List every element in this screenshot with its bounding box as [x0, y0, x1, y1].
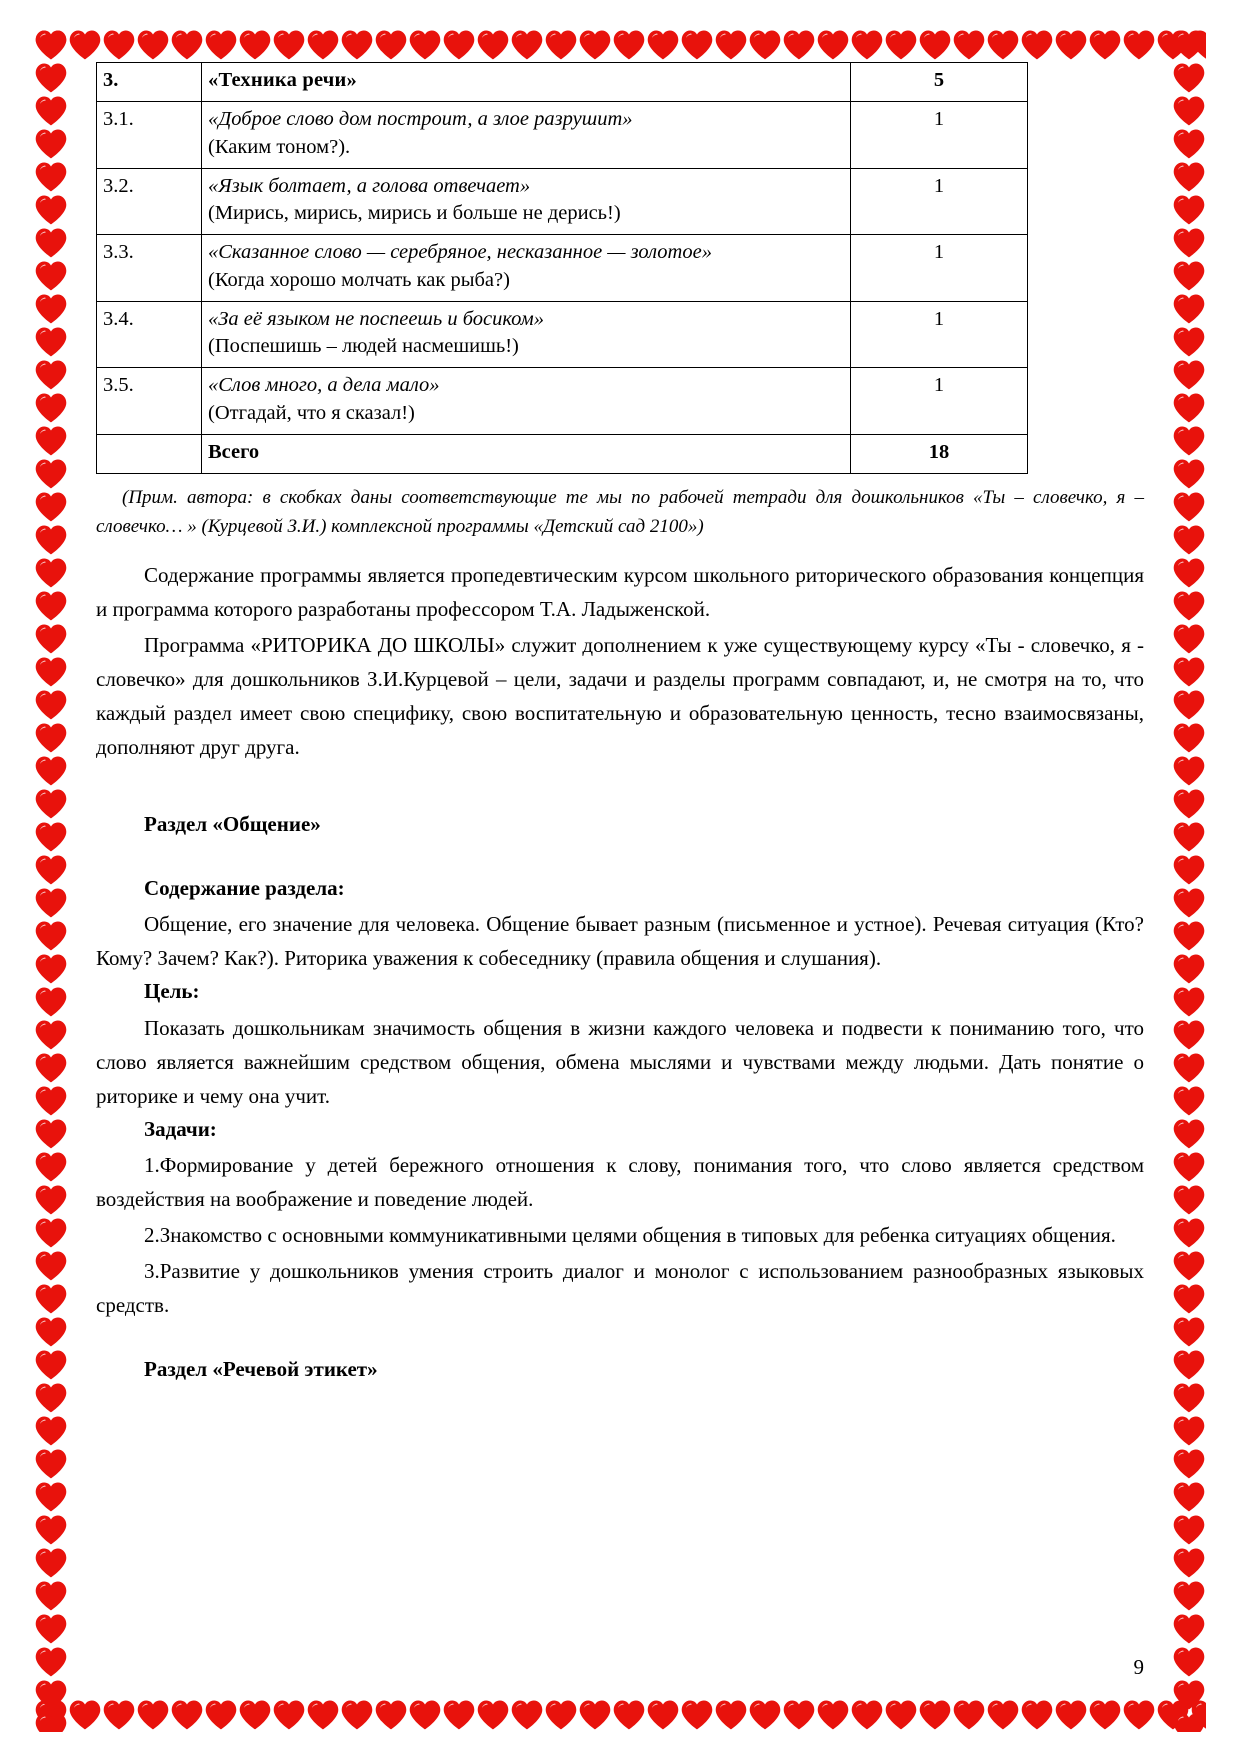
heart-icon — [986, 1698, 1020, 1731]
heart-icon — [1172, 1183, 1206, 1216]
row-number: 3.4. — [97, 301, 202, 368]
heart-icon — [34, 1282, 68, 1315]
heart-icon — [680, 28, 714, 61]
heart-icon — [1172, 1084, 1206, 1117]
heart-icon — [1172, 1480, 1206, 1513]
heart-icon — [68, 28, 102, 61]
heart-icon — [204, 1698, 238, 1731]
heart-icon — [34, 754, 68, 787]
heart-icon — [34, 952, 68, 985]
heart-icon — [476, 28, 510, 61]
heart-icon — [510, 1698, 544, 1731]
heart-icon — [1020, 1698, 1054, 1731]
heart-icon — [68, 1698, 102, 1731]
row-proverb: «Доброе слово дом построит, а злое разрушит» — [208, 108, 633, 131]
heart-icon — [1172, 490, 1206, 523]
row-title — [202, 301, 851, 368]
row-count: 1 — [851, 301, 1028, 368]
author-note-text: (Прим. автора: в скобках даны соответствующие те мы по рабочей тетради для дошкольников «Ты – словечко, я – словечко… » (Курцевой З.И.) комплексной программы «Детский сад 2100») — [96, 487, 1144, 538]
heart-icon — [34, 655, 68, 688]
heart-icon — [34, 1018, 68, 1051]
heart-icon — [34, 193, 68, 226]
heart-icon — [1172, 391, 1206, 424]
heart-icon — [1172, 1546, 1206, 1579]
heart-icon — [204, 28, 238, 61]
total-label: Всего — [202, 434, 851, 473]
heart-icon — [1172, 424, 1206, 457]
total-number — [97, 434, 202, 473]
heart-icon — [34, 1249, 68, 1282]
task-item: 2.Знакомство с основными коммуникативными целями общения в типовых для ребенка ситуациях общения. — [144, 1223, 1116, 1248]
heart-icon — [1172, 1381, 1206, 1414]
document-content — [96, 62, 1144, 1386]
table-row — [97, 368, 1028, 435]
heart-icon — [34, 523, 68, 556]
row-count: 1 — [851, 368, 1028, 435]
heart-icon — [170, 28, 204, 61]
heart-icon — [102, 28, 136, 61]
heart-icon — [102, 1698, 136, 1731]
heart-icon — [374, 1698, 408, 1731]
heart-icon — [1172, 1150, 1206, 1183]
row-count: 1 — [851, 102, 1028, 169]
heart-icon — [374, 28, 408, 61]
heart-icon — [1172, 952, 1206, 985]
heart-icon — [986, 28, 1020, 61]
heart-icon — [646, 28, 680, 61]
row-proverb: «За её языком не поспеешь и босиком» — [208, 307, 544, 330]
heart-icon — [782, 1698, 816, 1731]
row-title — [202, 368, 851, 435]
table-row — [97, 301, 1028, 368]
table-body — [97, 63, 1028, 474]
heart-icon — [952, 28, 986, 61]
heart-icon — [918, 1698, 952, 1731]
heart-icon — [1172, 127, 1206, 160]
heart-icon — [34, 1315, 68, 1348]
heart-icon — [1172, 655, 1206, 688]
heart-icon — [1172, 1315, 1206, 1348]
heart-icon — [1172, 358, 1206, 391]
row-number: 3. — [97, 63, 202, 102]
heart-icon — [34, 160, 68, 193]
heart-icon — [714, 1698, 748, 1731]
heart-icon — [1172, 1282, 1206, 1315]
heart-icon — [34, 1678, 68, 1711]
heart-icon — [1172, 688, 1206, 721]
heart-icon — [34, 259, 68, 292]
heart-icon — [1122, 1698, 1156, 1731]
table-row — [97, 168, 1028, 235]
heart-icon — [646, 1698, 680, 1731]
heart-icon — [1054, 1698, 1088, 1731]
row-title: «Техника речи» — [202, 63, 851, 102]
heart-icon — [1172, 292, 1206, 325]
label-section-content: Содержание раздела: — [144, 875, 345, 900]
label-tasks: Задачи: — [144, 1116, 217, 1141]
text-section-content: Общение, его значение для человека. Общение бывает разным (письменное и устное). Речевая ситуация (Кто? Кому? Зачем? Как?). Риторика уважения к собеседнику (правила общения и слушания). — [96, 912, 1144, 971]
heart-icon — [442, 28, 476, 61]
heart-icon — [1172, 787, 1206, 820]
heart-icon — [34, 1711, 68, 1732]
lesson-plan-table — [96, 62, 1028, 474]
heart-icon — [1172, 1348, 1206, 1381]
heart-icon — [34, 1579, 68, 1612]
heart-icon — [1172, 919, 1206, 952]
heart-icon — [1172, 820, 1206, 853]
heart-icon — [1172, 1711, 1206, 1732]
heart-icon — [1172, 457, 1206, 490]
heart-icon — [272, 1698, 306, 1731]
section-heading-communication: Раздел «Общение» — [144, 811, 321, 836]
heart-icon — [1172, 1249, 1206, 1282]
heart-icon — [34, 325, 68, 358]
heart-icon — [34, 1117, 68, 1150]
heart-icon — [1172, 721, 1206, 754]
heart-icon — [34, 1513, 68, 1546]
paragraph-program-content: Содержание программы является пропедевтическим курсом школьного риторического образования концепция и программа которого разработаны профессором Т.А. Ладыженской. — [96, 562, 1144, 621]
heart-icon — [1088, 1698, 1122, 1731]
heart-icon — [1172, 1645, 1206, 1678]
heart-icon — [34, 358, 68, 391]
heart-icon — [1172, 985, 1206, 1018]
heart-icon — [170, 1698, 204, 1731]
heart-icon — [1172, 754, 1206, 787]
heart-icon — [1172, 1018, 1206, 1051]
heart-icon — [34, 622, 68, 655]
row-count: 1 — [851, 235, 1028, 302]
row-proverb: «Сказанное слово — серебряное, несказанное — золотое» — [208, 241, 712, 264]
heart-icon — [136, 1698, 170, 1731]
spacer — [96, 764, 1144, 808]
heart-icon — [850, 1698, 884, 1731]
heart-icon — [34, 556, 68, 589]
heart-icon — [1172, 1414, 1206, 1447]
heart-icon — [816, 1698, 850, 1731]
heart-icon — [442, 1698, 476, 1731]
heart-icon — [612, 1698, 646, 1731]
heart-border-right — [1172, 28, 1206, 1732]
heart-icon — [34, 1150, 68, 1183]
heart-icon — [1172, 1579, 1206, 1612]
heart-icon — [238, 1698, 272, 1731]
task-item: 1.Формирование у детей бережного отношения к слову, понимания того, что слово является средством воздействия на воображение и поведение людей. — [96, 1153, 1144, 1212]
row-title — [202, 102, 851, 169]
heart-icon — [476, 1698, 510, 1731]
heart-icon — [34, 688, 68, 721]
heart-icon — [544, 28, 578, 61]
heart-icon — [1172, 1513, 1206, 1546]
heart-icon — [612, 28, 646, 61]
heart-icon — [1172, 1051, 1206, 1084]
heart-icon — [34, 1183, 68, 1216]
table-row — [97, 63, 1028, 102]
heart-icon — [34, 721, 68, 754]
heart-icon — [1172, 28, 1206, 61]
table-row-total — [97, 434, 1028, 473]
heart-icon — [34, 1414, 68, 1447]
heart-icon — [34, 1480, 68, 1513]
heart-icon — [1088, 28, 1122, 61]
heart-icon — [34, 853, 68, 886]
heart-icon — [918, 28, 952, 61]
heart-icon — [1172, 1678, 1206, 1711]
heart-icon — [1172, 523, 1206, 556]
heart-icon — [34, 28, 68, 61]
heart-icon — [884, 1698, 918, 1731]
heart-icon — [816, 28, 850, 61]
heart-icon — [34, 919, 68, 952]
row-theme: (Каким тоном?). — [208, 135, 351, 158]
heart-icon — [340, 28, 374, 61]
heart-border-left — [34, 28, 68, 1732]
heart-icon — [1172, 1117, 1206, 1150]
heart-icon — [34, 1447, 68, 1480]
heart-icon — [850, 28, 884, 61]
spacer — [96, 542, 1144, 556]
heart-icon — [1172, 622, 1206, 655]
heart-icon — [34, 886, 68, 919]
heart-icon — [34, 292, 68, 325]
heart-icon — [306, 1698, 340, 1731]
author-note — [96, 483, 1144, 542]
row-number: 3.5. — [97, 368, 202, 435]
heart-icon — [306, 28, 340, 61]
heart-icon — [1172, 94, 1206, 127]
heart-icon — [1172, 589, 1206, 622]
heart-icon — [34, 391, 68, 424]
heart-icon — [34, 1612, 68, 1645]
heart-icon — [34, 1051, 68, 1084]
row-proverb: «Слов много, а дела мало» — [208, 374, 440, 397]
total-count: 18 — [851, 434, 1028, 473]
heart-icon — [748, 28, 782, 61]
heart-icon — [408, 28, 442, 61]
heart-icon — [34, 94, 68, 127]
heart-icon — [782, 28, 816, 61]
row-theme: (Когда хорошо молчать как рыба?) — [208, 268, 510, 291]
heart-icon — [748, 1698, 782, 1731]
spacer — [96, 1323, 1144, 1353]
heart-icon — [1172, 193, 1206, 226]
heart-icon — [1054, 28, 1088, 61]
heart-icon — [952, 1698, 986, 1731]
heart-icon — [714, 28, 748, 61]
paragraph-program-supplement: Программа «РИТОРИКА ДО ШКОЛЫ» служит дополнением к уже существующему курсу «Ты - словечко, я - словечко» для дошкольников З.И.Курцевой – цели, задачи и разделы программ совпадают, и, не смотря на то, что каждый раздел имеет свою специфику, свою воспитательную и образовательную ценность, тесно взаимосвязаны, дополняют друг друга. — [96, 632, 1144, 759]
heart-icon — [34, 820, 68, 853]
heart-icon — [578, 1698, 612, 1731]
row-number: 3.2. — [97, 168, 202, 235]
heart-icon — [578, 28, 612, 61]
heart-icon — [34, 490, 68, 523]
heart-icon — [1172, 1447, 1206, 1480]
row-number: 3.3. — [97, 235, 202, 302]
heart-icon — [34, 457, 68, 490]
row-title — [202, 168, 851, 235]
section-heading-etiquette: Раздел «Речевой этикет» — [144, 1356, 378, 1381]
row-number: 3.1. — [97, 102, 202, 169]
heart-icon — [510, 28, 544, 61]
heart-icon — [34, 589, 68, 622]
task-item: 3.Развитие у дошкольников умения строить диалог и монолог с использованием разнообразных языковых средств. — [96, 1259, 1144, 1318]
heart-border-bottom — [34, 1698, 1206, 1732]
heart-icon — [1172, 325, 1206, 358]
heart-icon — [34, 1645, 68, 1678]
heart-icon — [34, 61, 68, 94]
row-theme: (Поспешишь – людей насмешишь!) — [208, 335, 519, 357]
heart-icon — [34, 1546, 68, 1579]
heart-icon — [34, 127, 68, 160]
heart-icon — [34, 1216, 68, 1249]
text-goal: Показать дошкольникам значимость общения в жизни каждого человека и подвести к пониманию того, что слово является важнейшим средством общения, обмена мыслями и чувствами между людьми. Дать понятие о риторике и чему она учит. — [96, 1015, 1144, 1108]
heart-icon — [1172, 1216, 1206, 1249]
heart-icon — [1172, 160, 1206, 193]
heart-border-top — [34, 28, 1206, 62]
heart-icon — [34, 1348, 68, 1381]
heart-icon — [34, 985, 68, 1018]
heart-icon — [1172, 853, 1206, 886]
table-row — [97, 235, 1028, 302]
heart-icon — [680, 1698, 714, 1731]
heart-icon — [34, 424, 68, 457]
heart-icon — [884, 28, 918, 61]
heart-icon — [272, 28, 306, 61]
heart-icon — [1172, 886, 1206, 919]
row-theme: (Мирись, мирись, мирись и больше не дерись!) — [208, 202, 621, 224]
heart-icon — [34, 1084, 68, 1117]
heart-icon — [34, 226, 68, 259]
row-proverb: «Язык болтает, а голова отвечает» — [208, 174, 531, 197]
heart-icon — [1172, 61, 1206, 94]
row-count: 5 — [851, 63, 1028, 102]
row-title — [202, 235, 851, 302]
heart-icon — [1172, 259, 1206, 292]
heart-icon — [1172, 1612, 1206, 1645]
heart-icon — [408, 1698, 442, 1731]
label-goal: Цель: — [144, 979, 200, 1004]
table-row — [97, 102, 1028, 169]
heart-icon — [1172, 226, 1206, 259]
heart-icon — [238, 28, 272, 61]
heart-icon — [34, 787, 68, 820]
spacer — [96, 842, 1144, 872]
heart-icon — [1172, 556, 1206, 589]
heart-icon — [340, 1698, 374, 1731]
heart-icon — [136, 28, 170, 61]
heart-icon — [1122, 28, 1156, 61]
heart-icon — [1020, 28, 1054, 61]
heart-icon — [544, 1698, 578, 1731]
row-theme: (Отгадай, что я сказал!) — [208, 401, 415, 424]
heart-icon — [34, 1381, 68, 1414]
row-count: 1 — [851, 168, 1028, 235]
page-number: 9 — [1133, 1655, 1144, 1679]
